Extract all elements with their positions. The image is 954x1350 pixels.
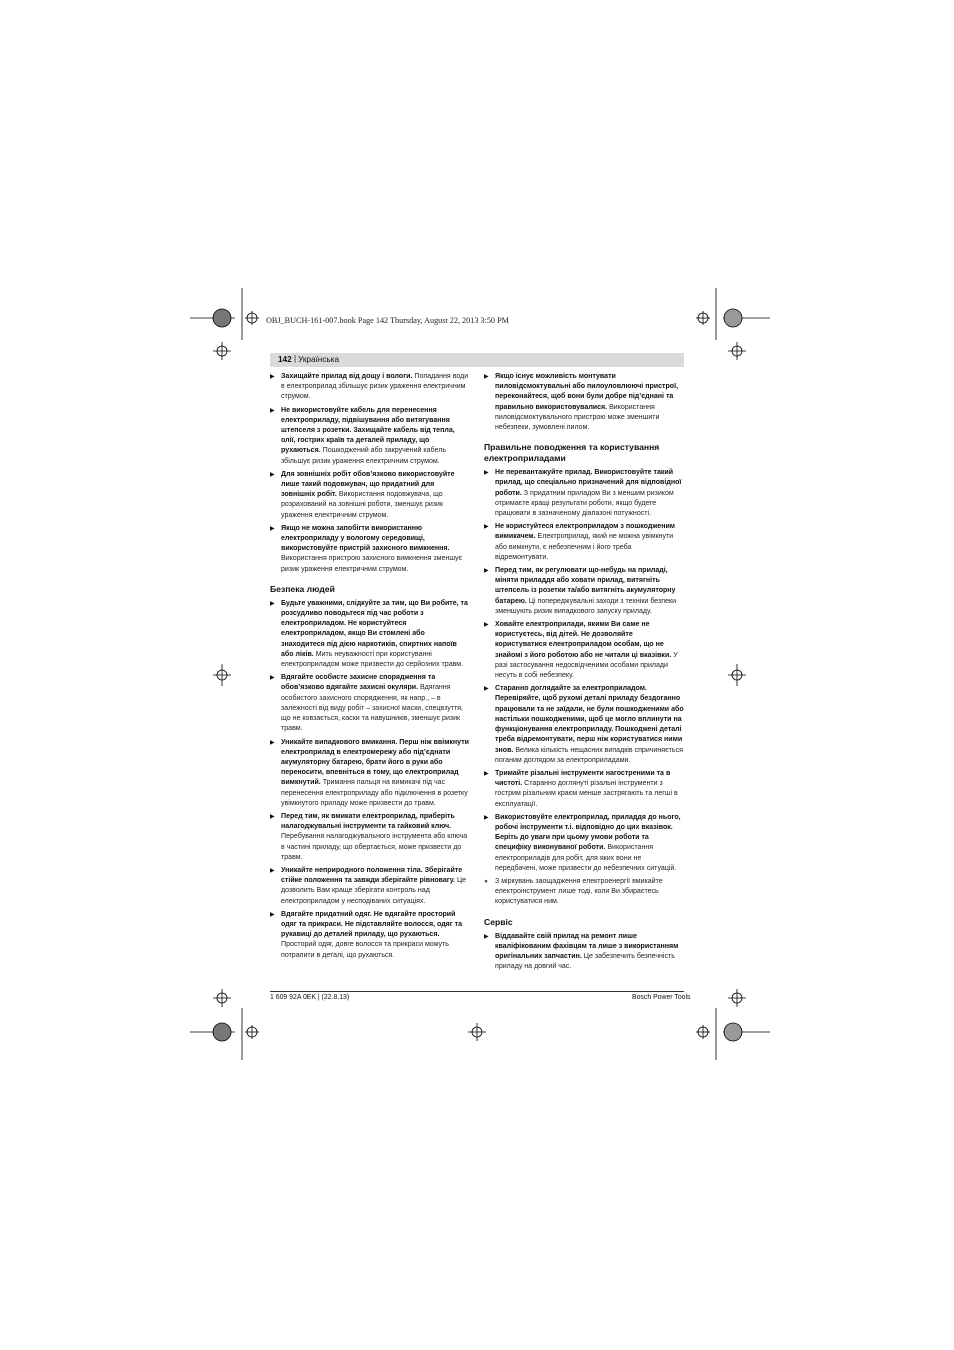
bullet-bold-text: Якщо існує можливість монтувати пиловідсмоктувальні або пилоуловлюючі пристрої, переконайтеся, щоб вони були добре під’єднані та правильно використовувалися.: [495, 373, 679, 411]
bullet-item: [484, 620, 684, 681]
bullet-item: [270, 599, 470, 670]
page-header: [270, 353, 684, 367]
bullet-bold-text: Вдягайте придатний одяг. Не вдягайте просторий одяг та прикраси. Не підставляйте волосся, одяг та рукавиці до деталей приладу, що рухаються.: [281, 910, 463, 939]
bullet-arrow-icon: [484, 566, 489, 576]
bullet-normal-text: Використання електроприладів для робіт, для яких вони не передбачені, може призвести до небезпечних ситуацій.: [495, 844, 677, 872]
bullet-arrow-icon: [270, 372, 275, 382]
header-separator: |: [294, 354, 297, 363]
bullet-normal-text: Використання пристрою захисного вимкнення зменшує ризик ураження електричним струмом.: [281, 555, 463, 573]
personal-safety-list: [270, 599, 470, 961]
bullet-bold-text: Ховайте електроприлади, якими Ви саме не користуєтесь, від дітей. Не дозволяйте користуватися електроприладом особам, що не знайомі з його роботою або не читали ці вказівки.: [495, 621, 672, 659]
bullet-normal-text: У разі застосування недосвідченими особами прилади несуть в собі небезпеку.: [495, 651, 678, 680]
bullet-bold-text: Віддавайте свій прилад на ремонт лише кваліфікованим фахівцям та лише з використанням оригінальних запчастин.: [495, 932, 679, 960]
bullet-normal-text: Тримання пальця на вимикачі під час перенесення електроприладу або підключення в розетку увімкнутого приладу може призвести до травм.: [281, 779, 468, 807]
bullet-bold-text: Вдягайте особисте захисне спорядження та обов’язково вдягайте захисні окуляри.: [281, 674, 436, 692]
bullet-arrow-icon: [484, 372, 489, 382]
bullet-bold-text: Якщо не можна запобігти використанню електроприладу у вологому середовищі, використовуйте пристрій захисного вимкнення.: [281, 524, 450, 553]
print-slug: OBJ_BUCH-161-007.book Page 142 Thursday, August 22, 2013 3:50 PM: [266, 316, 509, 325]
bullet-arrow-icon: [270, 599, 275, 609]
right-intro-list: [484, 372, 684, 433]
bullet-bold-text: Перед тим, як регулювати що-небудь на приладі, міняти приладдя або ховати прилад, витягніть штепсель із розетки та/або витягніть акумуляторну батарею.: [495, 567, 676, 605]
language-label: Українська: [298, 355, 339, 364]
bullet-item: [270, 673, 470, 734]
section-title-personal-safety: Безпека людей: [270, 583, 335, 594]
bullet-normal-text: Вдягання особистого захисного спорядження, як напр., – в залежності від виду робіт – захисної маски, спецвзуття, що не ковзається, каски та навушників, зменшує ризик травм.: [281, 684, 464, 733]
bullet-arrow-icon: [270, 812, 275, 822]
bullet-normal-text: Велика кількість нещасних випадків спричиняється поганим доглядом за електроприладами.: [495, 746, 683, 764]
left-intro-list: [270, 372, 470, 575]
bullet-arrow-icon: [270, 866, 275, 876]
bullet-arrow-icon: [484, 620, 489, 630]
bullet-arrow-icon: [484, 769, 489, 779]
bullet-bold-text: Не використовуйте кабель для перенесення електроприладу, підвішування або витягування штепселя з розетки. Захищайте кабель від тепла, олії, гострих країв та деталей приладу, що рухаються.: [281, 406, 455, 455]
bullet-normal-text: Пошкоджений або закручений кабель збільшує ризик ураження електричним струмом.: [281, 447, 446, 465]
bullet-item: [484, 684, 684, 766]
bullet-arrow-icon: [270, 524, 275, 534]
service-list: [484, 932, 684, 973]
bullet-bold-text: Старанно доглядайте за електроприладом. Перевіряйте, щоб рухомі деталі приладу бездоганно працювали та не заїдали, не були пошкодженими або настільки пошкодженими, щоб це могло вплинути на функціонування електроприладу. Пошкоджені деталі треба відремонтувати, перш ніж користуватися ними знов.: [495, 685, 684, 754]
bullet-item: [484, 813, 684, 874]
bullet-item: [270, 470, 470, 521]
bullet-normal-text: Старанно доглянуті різальні інструменти з гострим різальним краєм менше застрягають та легші в експлуатації.: [495, 780, 678, 808]
bullet-item: [270, 866, 470, 907]
bullet-bold-text: Для зовнішніх робіт обов’язково використовуйте лише такий подовжувач, що придатний для зовнішніх робіт.: [281, 470, 455, 499]
left-column: [270, 372, 470, 964]
bullet-arrow-icon: [484, 522, 489, 532]
bullet-item: [484, 468, 684, 519]
bullet-bold-text: Уникайте випадкового вмикання. Перш ніж ввімкнути електроприлад в електромережу або під’єднати акумуляторну батарею, брати його в руки або переносити, впевніться в тому, що електроприлад вимкнутий.: [281, 738, 469, 787]
bullet-normal-text: Перебування налагоджувального інструмента або ключа в частині приладу, що обертається, може призвести до травм.: [281, 833, 468, 861]
bullet-arrow-icon: [270, 673, 275, 683]
bullet-arrow-icon: [484, 684, 489, 694]
bullet-bold-text: Не перевантажуйте прилад. Використовуйте такий прилад, що спеціально призначений для відповідної роботи.: [495, 469, 682, 497]
bullet-arrow-icon: [484, 468, 489, 478]
bullet-item: [270, 406, 470, 467]
bullet-circle-icon: [484, 877, 488, 887]
bullet-normal-text: Це дозволить Вам краще зберігати контроль над електроприладом у несподіваних ситуаціях.: [281, 877, 467, 905]
bullet-bold-text: Будьте уважними, слідкуйте за тим, що Ви робите, та розсудливо поводьтеся під час роботи з електроприладом. Не користуйтеся електроприладом, якщо Ви стомлені або знаходитеся під дією наркотиків, спиртних напоїв або ліків.: [281, 599, 468, 658]
footer-brand: Bosch Power Tools: [632, 994, 691, 1001]
tool-use-list: [484, 468, 684, 874]
bullet-arrow-icon: [484, 932, 489, 942]
bullet-normal-text: Електроприлад, який не можна увімкнути або вимкнути, є небезпечним і його треба відремонтувати.: [495, 533, 674, 561]
bullet-normal-text: Ці попереджувальні заходи з техніки безпеки зменшують ризик випадкового запуску приладу.: [495, 597, 677, 615]
bullet-normal-text: Це забезпечить безпечність приладу на довгий час.: [495, 952, 675, 971]
bullet-arrow-icon: [270, 406, 275, 416]
bullet-item: [270, 372, 470, 403]
bullet-bold-text: Використовуйте електроприлад, приладдя до нього, робочі інструменти т.і. відповідно до цих вказівок. Беріть до уваги при цьому умови роботи та специфіку виконуваної роботи.: [495, 813, 681, 852]
bullet-item: [484, 566, 684, 617]
bullet-normal-text: Попадання води в електроприлад збільшує ризик ураження електричним струмом.: [281, 373, 469, 401]
footer-rule: [270, 991, 684, 992]
bullet-item: [270, 910, 470, 961]
bullet-arrow-icon: [270, 738, 275, 748]
section-title-tool-use: Правильне поводження та користування електроприладами: [484, 442, 660, 464]
bullet-normal-text: Використання пиловідсмоктувального пристрою може зменшити небезпеки, зумовлені пилом.: [495, 403, 660, 432]
bullet-normal-text: Просторий одяг, довге волосся та прикраси можуть потрапити в деталі, що рухаються.: [281, 941, 449, 959]
bullet-bold-text: Не користуйтеся електроприладом з пошкодженим вимикачем.: [495, 523, 675, 541]
bullet-arrow-icon: [270, 470, 275, 480]
bullet-arrow-icon: [484, 813, 489, 823]
bullet-bold-text: Перед тим, як вмикати електроприлад, приберіть налагоджувальні інструменти та гайковий ключ.: [281, 812, 455, 831]
bullet-item: [484, 522, 684, 563]
bullet-item: [484, 769, 684, 810]
page-number: 142: [278, 355, 292, 364]
bullet-normal-text: Використання подовжувача, що розрахований на зовнішні роботи, зменшує ризик ураження електричним струмом.: [281, 491, 444, 519]
bullet-item: [270, 524, 470, 575]
bullet-item: [270, 812, 470, 863]
bullet-bold-text: Захищайте прилад від дощу і вологи.: [281, 373, 413, 380]
bullet-bold-text: Тримайте різальні інструменти нагостреними та в чистоті.: [495, 769, 671, 788]
eco-tip-text: З міркувань заощадження електроенергії вмикайте електроінструмент лише тоді, коли Ви збираєтесь користуватися ним.: [495, 877, 663, 906]
bullet-normal-text: Мить неуважності при користуванні електроприладом може призвести до серйозних травм.: [281, 650, 464, 669]
section-title-service: Сервіс: [484, 916, 513, 927]
eco-tip-item: [484, 877, 684, 908]
right-column: [484, 372, 684, 975]
bullet-item: [270, 738, 470, 809]
bullet-normal-text: З придатним приладом Ви з меншим ризиком отримаєте кращі результати роботи, якщо будете працювати в зазначеному діапазоні потужності.: [495, 489, 674, 518]
bullet-item: [484, 372, 684, 433]
bullet-arrow-icon: [270, 910, 275, 920]
footer-code: 1 609 92A 0EK | (22.8.13): [270, 994, 350, 1001]
bullet-bold-text: Уникайте неприродного положення тіла. Зберігайте стійке положення та завжди зберігайте рівновагу.: [281, 866, 463, 885]
bullet-item: [484, 932, 684, 973]
